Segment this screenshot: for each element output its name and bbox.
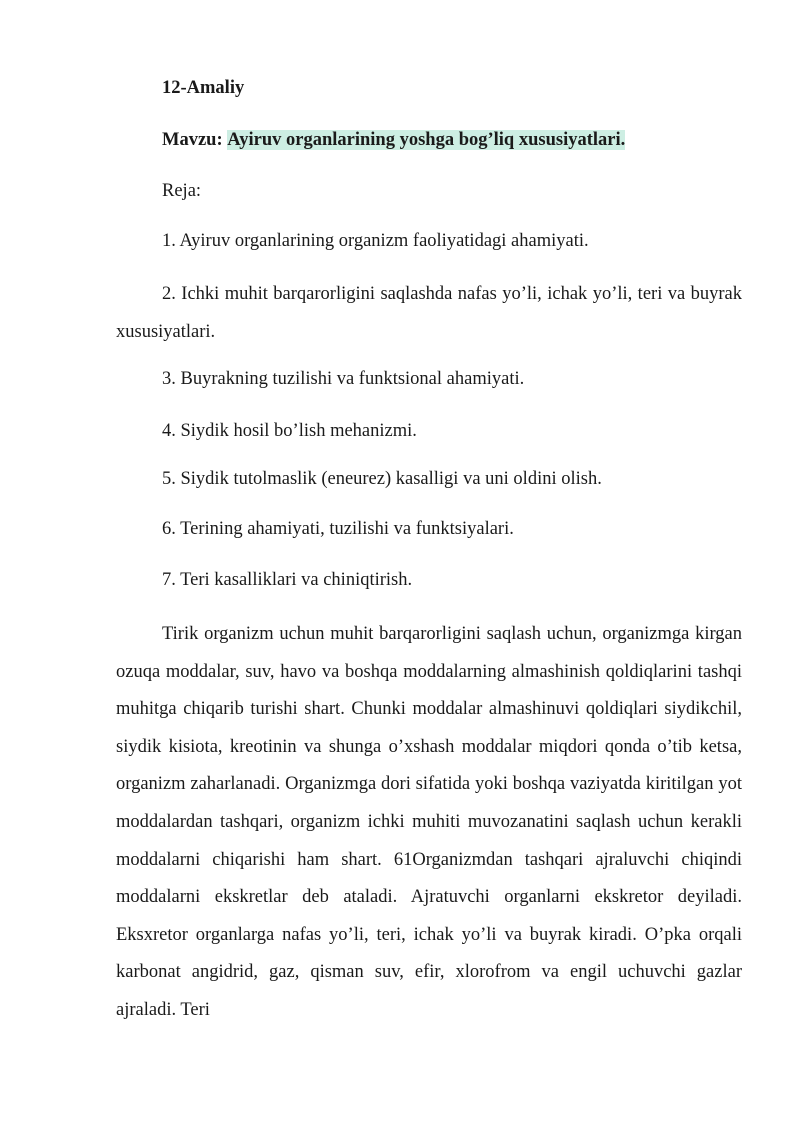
- plan-item-6: 6. Terining ahamiyati, tuzilishi va funktsiyalari.: [162, 519, 514, 539]
- plan-item-5: 5. Siydik tutolmaslik (eneurez) kasalligi va uni oldini olish.: [162, 469, 602, 489]
- plan-item-3: 3. Buyrakning tuzilishi va funktsional ahamiyati.: [162, 369, 525, 389]
- topic-label: Mavzu:: [162, 130, 223, 150]
- topic-line: [162, 130, 625, 151]
- plan-item-1: 1. Ayiruv organlarining organizm faoliyatidagi ahamiyati.: [162, 231, 589, 251]
- plan-item-2: 2. Ichki muhit barqarorligini saqlashda nafas yo’li, ichak yo’li, teri va buyrak xususiyatlari.: [116, 284, 742, 342]
- plan-label: Reja:: [162, 181, 202, 201]
- body-paragraph: Tirik organizm uchun muhit barqarorligini saqlash uchun, organizmga kirgan ozuqa moddalar, suv, havo va boshqa moddalarning almashinish qoldiqlarini tashqi muhitga chiqarib turishi shart. Chunki moddalar almashinuvi qoldiqlari siydikchil, siydik kisiota, kreotinin va shunga o’xshash moddalar miqdori qonda o’tib ketsa, organizm zaharlanadi. Organizmga dori sifatida yoki boshqa vaziyatda kiritilgan yot moddalardan tashqari, organizm ichki muhiti muvozanatini saqlash uchun kerakli moddalarni chiqarishi ham shart. 61Organizmdan tashqari ajraluvchi chiqindi moddalarni ekskretlar deb ataladi. Ajratuvchi organlarni ekskretor deyiladi. Eksxretor organlarga nafas yo’li, teri, ichak yo’li va buyrak kiradi. O’pka orqali karbonat angidrid, gaz, qisman suv, efir, xlorofrom va engil uchuvchi gazlar ajraladi. Teri: [116, 624, 742, 1020]
- plan-item-4: 4. Siydik hosil bo’lish mehanizmi.: [162, 421, 417, 441]
- plan-item-7: 7. Teri kasalliklari va chiniqtirish.: [162, 570, 413, 590]
- topic-text: Ayiruv organlarining yoshga bog’liq xususiyatlari.: [227, 130, 626, 150]
- document-heading: 12-Amaliy: [162, 78, 245, 98]
